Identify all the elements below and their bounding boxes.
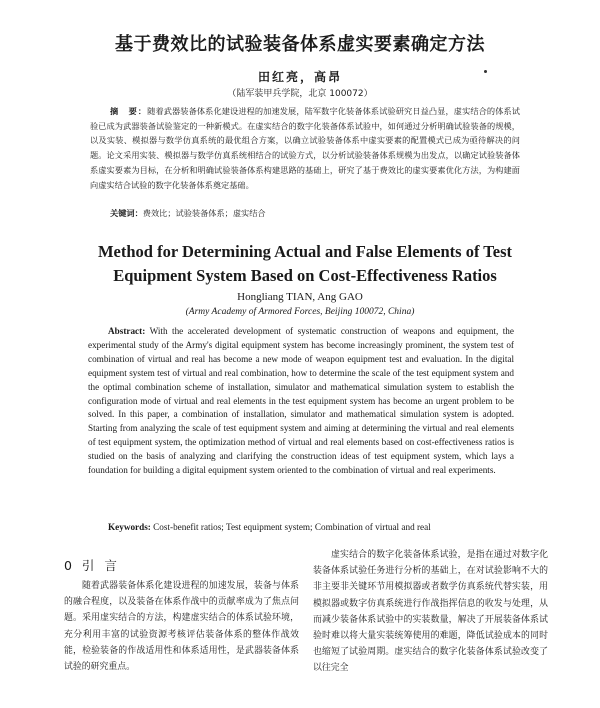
english-abstract <box>88 325 514 478</box>
english-title: Method for Determining Actual and False Elements of Test Equipment System Based on Cost-Effectiveness Ratios <box>97 242 512 285</box>
english-keywords-label: Keywords: <box>108 522 151 532</box>
english-keywords <box>88 521 514 534</box>
stray-dot <box>484 70 487 73</box>
introduction-left-column: 随着武器装备体系化建设进程的加速发展，装备与体系的融合程度，以及装备在体系作战中的贡献率成为了焦点问题。采用虚实结合的方法，构建虚实结合的体系试验环境，充分利用丰富的试验资源考核评估装备体系的整体作战效能，检验装备的作战适用性和体系适用性，是武器装备体系试验的研究重点。 <box>64 581 299 673</box>
chinese-title: 基于费效比的试验装备体系虚实要素确定方法 <box>115 34 485 55</box>
english-authors: Hongliang TIAN, Ang GAO <box>237 291 363 303</box>
english-abstract-label: Abstract: <box>108 326 146 336</box>
english-abstract-text: With the accelerated development of systematic construction of weapons and equipment, the experimental study of the Army's digital equipment system has become increasingly prominent, the system test of combination of virtual and real has become a new mode of weapon equipment test and evaluation. In the digital equipment system test of virtual and real combination, how to determine the scale of the test equipment system and the optimal combination scheme of installation, simulator and mathematical simulation system to establish the configuration mode of virtual and real elements in the test equipment system has become an urgent problem to be solved. In this paper, a combination of installation, simulator and mathematical simulation system is adopted. Starting from analyzing the scale of test equipment system and aiming at determining the virtual and real elements of test equipment system, the optimization method of virtual and real elements based on cost-effectiveness ratios is studied on the basis of analyzing and clarifying the construction ideas of test equipment system, which lays a foundation for building a digital equipment system oriented to the combination of virtual and real experiments. <box>88 326 514 476</box>
chinese-keywords <box>90 206 520 220</box>
introduction-right-column: 虚实结合的数字化装备体系试验，是指在通过对数字化装备体系试验任务进行分析的基础上，在对试验影响不大的非主要非关键环节用模拟器或者数学仿真系统代替实装，用模拟器或数字仿真系统进行作战指挥信息的收发与处理，从而减少装备体系试验中的实装数量，解决了开展装备体系试验时难以将大量实装统筹使用的难题，降低试验成本的同时也缩短了试验周期。虚实结合的数字化装备体系试验改变了以往完全 <box>313 550 548 674</box>
chinese-affiliation: （陆军装甲兵学院，北京 100072） <box>227 89 373 99</box>
introduction-heading: 0 引 言 <box>64 558 120 573</box>
chinese-abstract-text: 随着武器装备体系化建设进程的加速发展，陆军数字化装备体系试验研究日益凸显，虚实结合的体系试验已成为武器装备试验鉴定的一种新模式。在虚实结合的数字化装备体系试验中，如何通过分析明确试验装备的规模，以及实装、模拟器与数学仿真系统的最优组合方案，以确立试验装备体系中虚实要素的配置模式已成为亟待解决的问题。论文采用实装、模拟器与数学仿真系统相结合的试验方式，以分析试验装备体系规模为出发点，以确定试验装备体系虚实要素为目标，在分析和明确试验装备体系构建思路的基础上，研究了基于费效比的虚实要素优化方法，为构建面向虚实结合试验的数字化装备体系奠定基础。 <box>90 106 520 190</box>
chinese-authors: 田红亮，高昂 <box>257 70 342 84</box>
english-affiliation: (Army Academy of Armored Forces, Beijing 100072, China) <box>185 307 415 317</box>
chinese-keywords-label: 关键词： <box>110 208 143 218</box>
chinese-keywords-text: 费效比；试验装备体系；虚实结合 <box>142 208 266 218</box>
chinese-abstract <box>90 104 520 192</box>
chinese-abstract-label: 摘 要： <box>110 106 148 116</box>
english-keywords-text: Cost-benefit ratios; Test equipment system; Combination of virtual and real <box>153 522 431 532</box>
